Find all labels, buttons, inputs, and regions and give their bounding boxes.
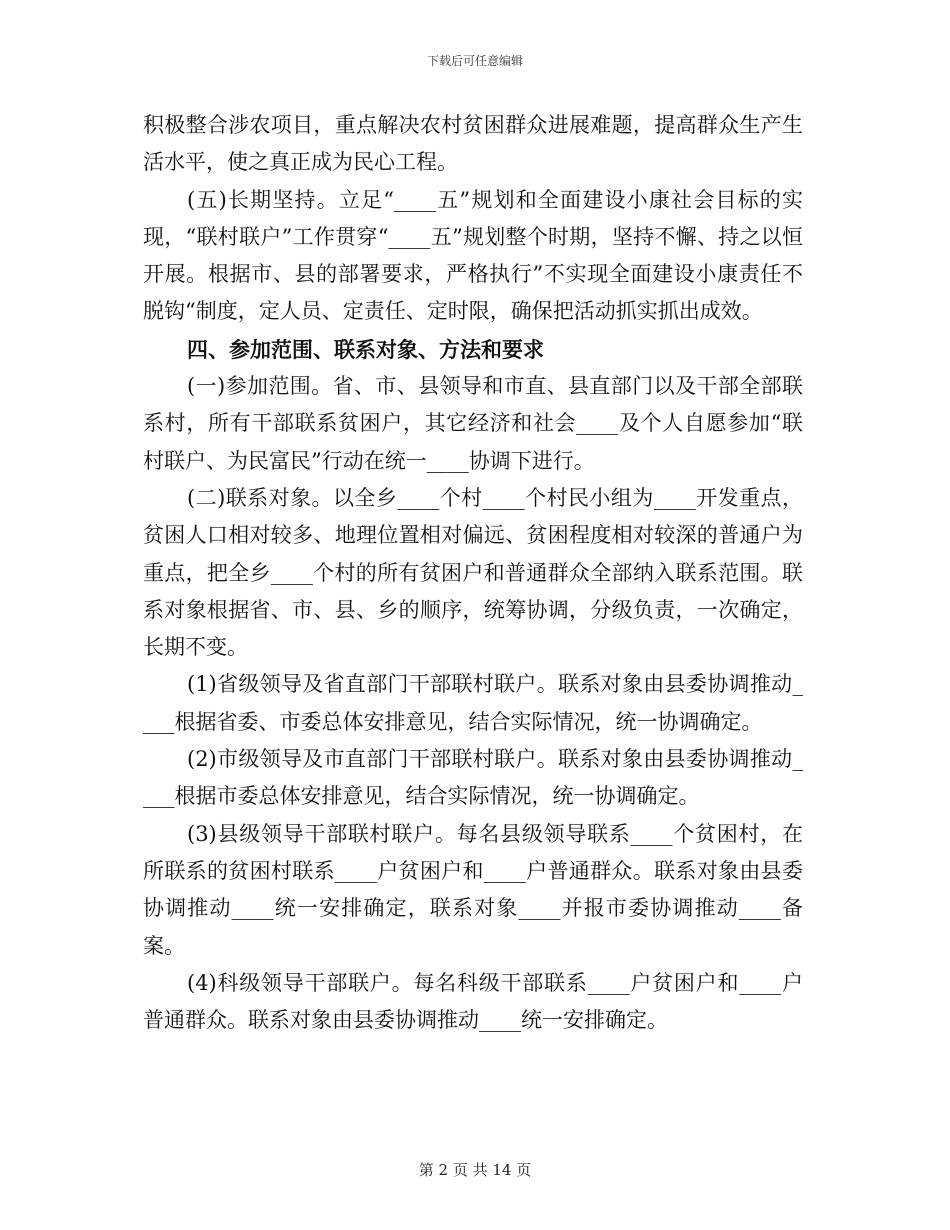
document-body	[143, 107, 803, 1039]
paragraph: (一)参加范围。省、市、县领导和市直、县直部门以及干部全部联系村，所有干部联系贫困户，其它经济和社会____及个人自愿参加“联村联户、为民富民”行动在统一____协调下进行。	[143, 374, 803, 473]
header-note: 下载后可任意编辑	[426, 54, 523, 68]
paragraph: 积极整合涉农项目，重点解决农村贫困群众进展难题，提高群众生产生活水平，使之真正成为民心工程。	[143, 113, 803, 175]
paragraph: (二)联系对象。以全乡____个村____个村民小组为____开发重点，贫困人口相对较多、地理位置相对偏远、贫困程度相对较深的普通户为重点，把全乡____个村的所有贫困户和普通群众全部纳入联系范围。联系对象根据省、市、县、乡的顺序，统筹协调，分级负责，一次确定，长期不变。	[143, 485, 803, 660]
paragraph: (3)县级领导干部联村联户。每名县级领导联系____个贫困村，在所联系的贫困村联系____户贫困户和____户普通群众。联系对象由县委协调推动____统一安排确定，联系对象____并报市委协调推动____备案。	[143, 821, 803, 958]
section-heading: 四、参加范围、联系对象、方法和要求	[187, 336, 544, 362]
paragraph: (五)长期坚持。立足“____五”规划和全面建设小康社会目标的实现，“联村联户”工作贯穿“____五”规划整个时期，坚持不懈、持之以恒开展。根据市、县的部署要求，严格执行”不实现全面建设小康责任不脱钩“制度，定人员、定责任、定时限，确保把活动抓实抓出成效。	[143, 187, 803, 324]
page-number: 第 2 页 共 14 页	[418, 1161, 532, 1179]
paragraph: (1)省级领导及省直部门干部联村联户。联系对象由县委协调推动____根据省委、市委总体安排意见，结合实际情况，统一协调确定。	[143, 672, 803, 734]
paragraph: (4)科级领导干部联户。每名科级干部联系____户贫困户和____户普通群众。联系对象由县委协调推动____统一安排确定。	[143, 970, 803, 1033]
paragraph: (2)市级领导及市直部门干部联村联户。联系对象由县委协调推动____根据市委总体安排意见，结合实际情况，统一协调确定。	[143, 747, 803, 809]
